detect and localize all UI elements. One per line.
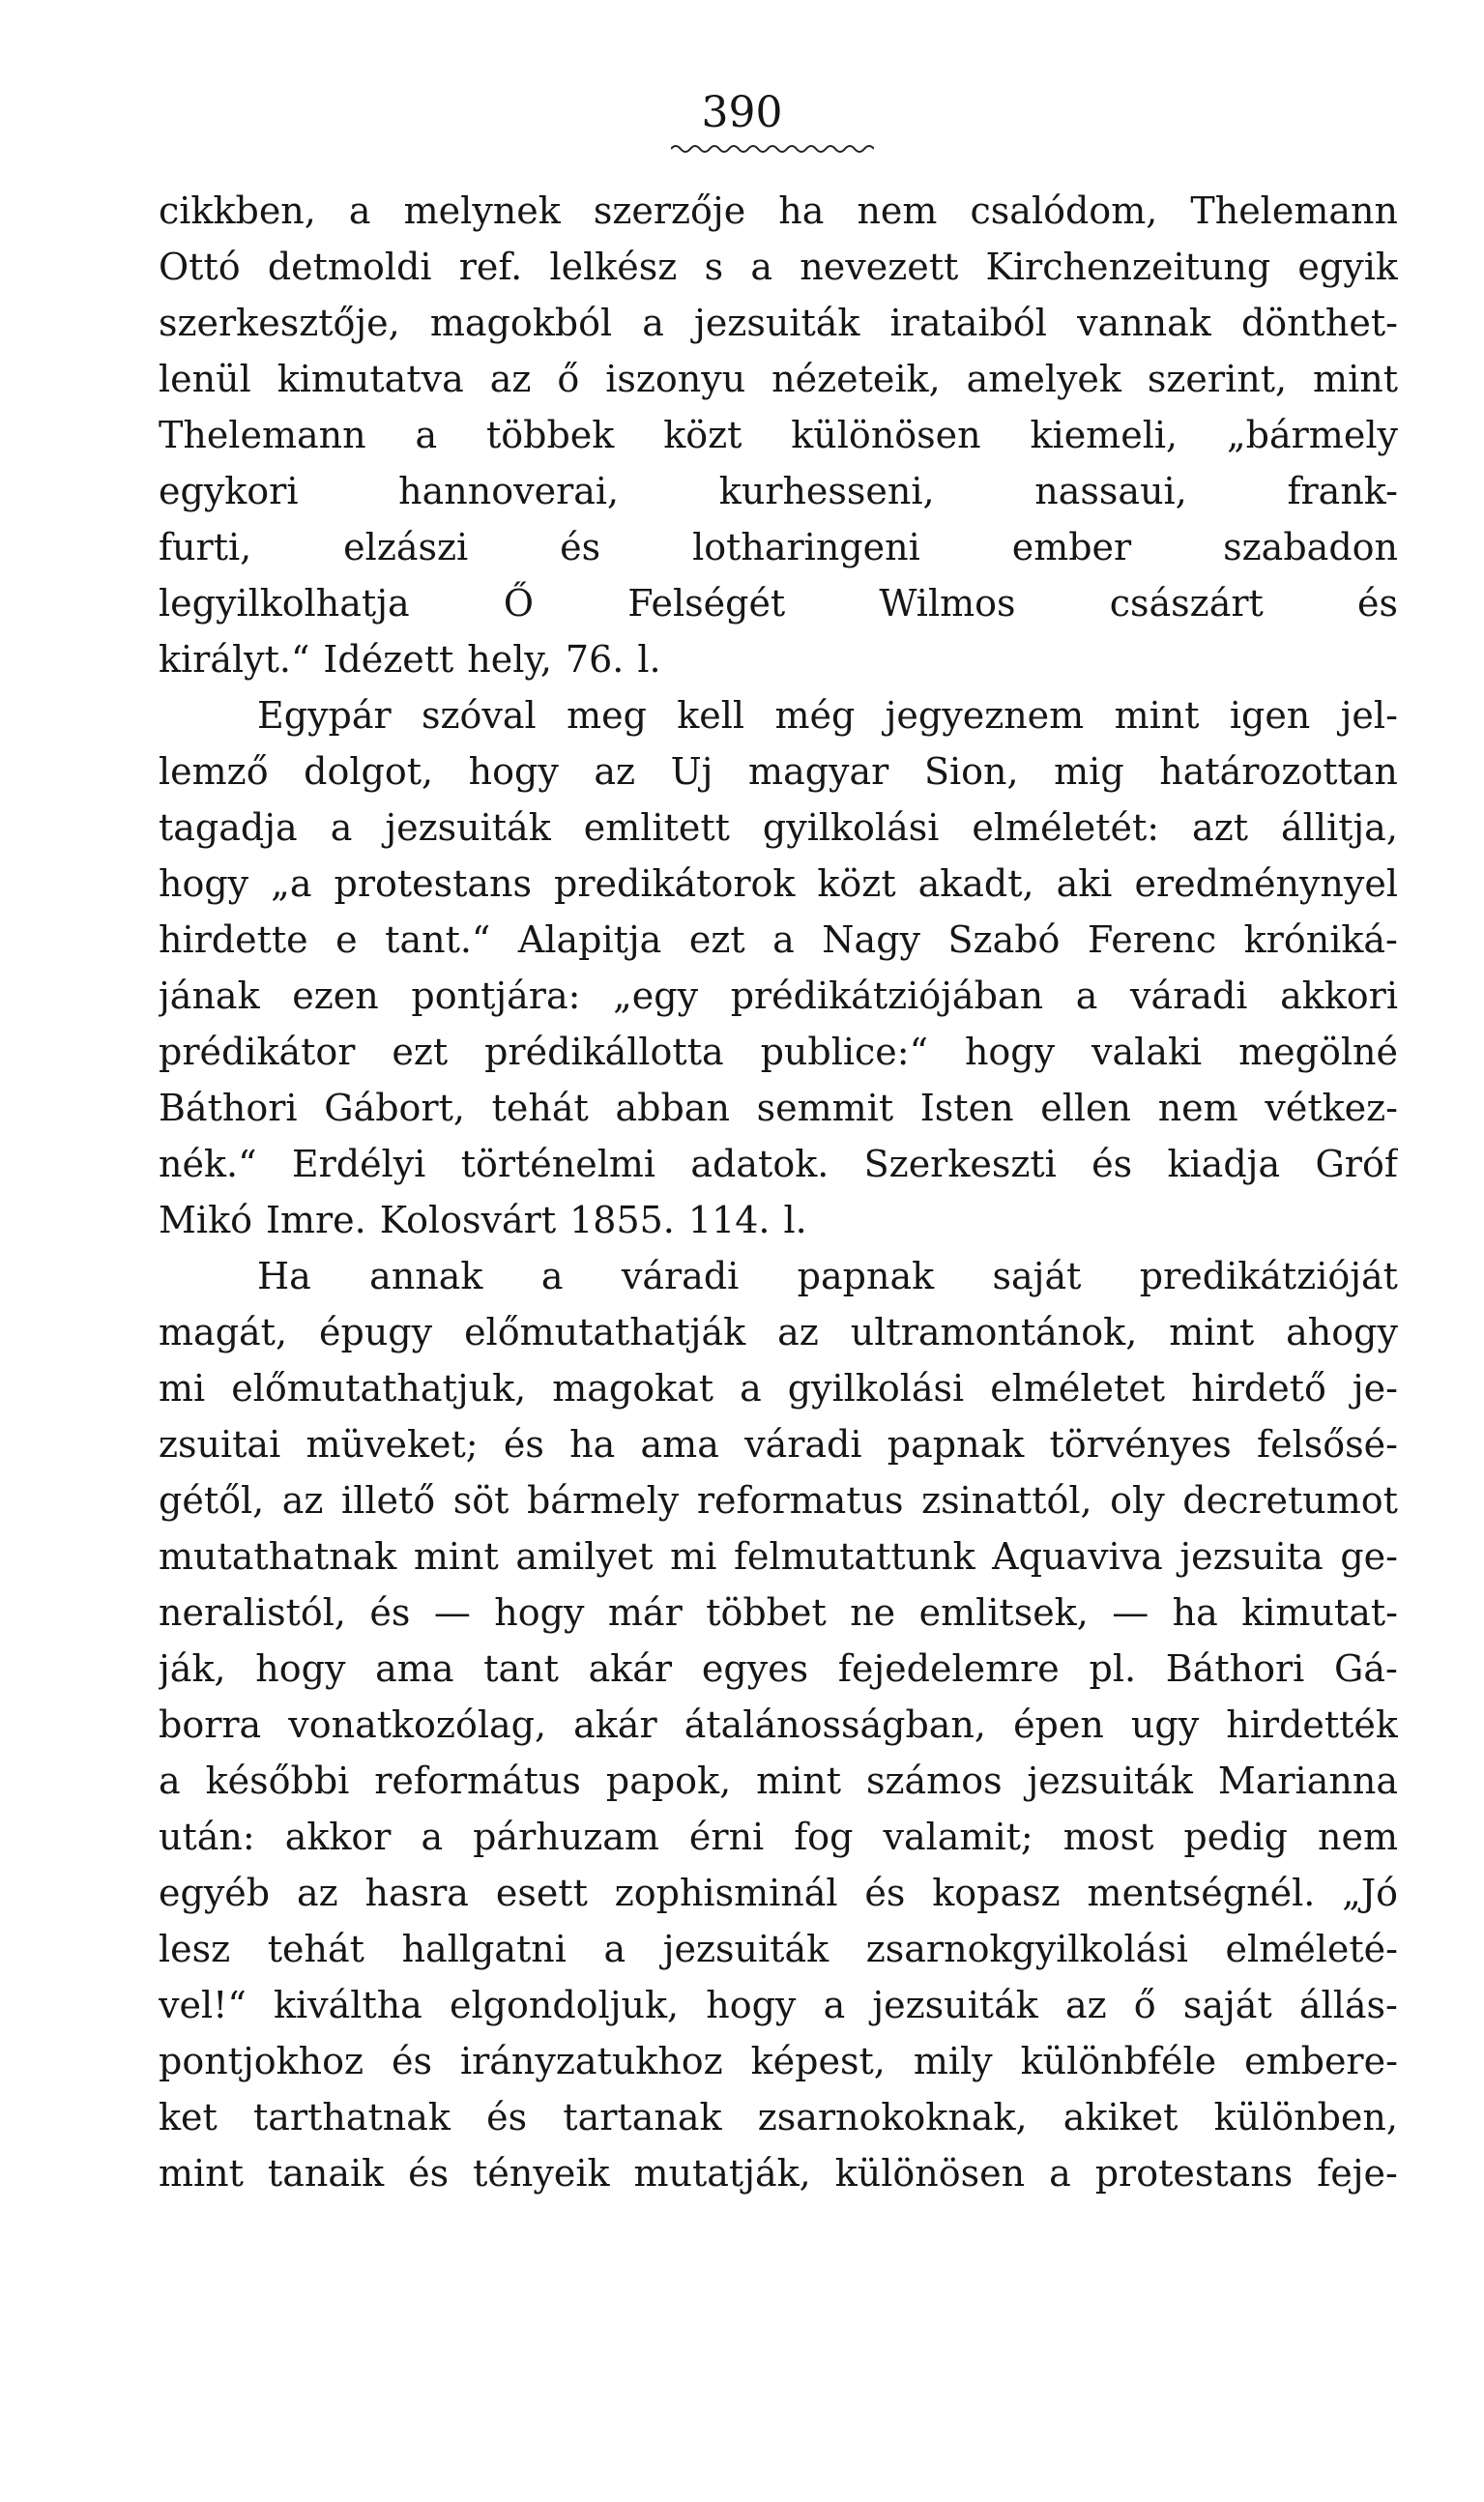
text-line: neralistól, és — hogy már többet ne emlitsek, — ha kimutat- xyxy=(159,1591,1398,1634)
text-line: után: akkor a párhuzam érni fog valamit; most pedig nem xyxy=(159,1816,1398,1858)
text-line: Ottó detmoldi ref. lelkész s a nevezett Kirchenzeitung egyik xyxy=(159,246,1398,288)
text-line: legyilkolhatja Ő Felségét Wilmos császárt és xyxy=(159,582,1398,625)
text-line: királyt.“ Idézett hely, 76. l. xyxy=(159,638,661,681)
text-line: Egypár szóval meg kell még jegyeznem mint igen jel- xyxy=(257,694,1398,737)
text-line: szerkesztője, magokból a jezsuiták irataiból vannak dönthet- xyxy=(159,302,1398,344)
text-line: a későbbi református papok, mint számos jezsuiták Marianna xyxy=(159,1760,1398,1802)
text-line: magát, épugy előmutathatják az ultramontánok, mint ahogy xyxy=(159,1311,1398,1353)
text-line: mi előmutathatjuk, magokat a gyilkolási elméletet hirdető je- xyxy=(159,1367,1398,1410)
text-line: Thelemann a többek közt különösen kiemeli, „bármely xyxy=(159,414,1398,456)
text-line: cikkben, a melynek szerzője ha nem csalódom, Thelemann xyxy=(159,189,1398,232)
text-line: hogy „a protestans predikátorok közt akadt, aki eredménynyel xyxy=(159,862,1398,905)
text-line: ják, hogy ama tant akár egyes fejedelemre pl. Báthori Gá- xyxy=(159,1647,1398,1690)
text-line: lenül kimutatva az ő iszonyu nézeteik, amelyek szerint, mint xyxy=(159,358,1398,400)
text-line: nék.“ Erdélyi történelmi adatok. Szerkeszti és kiadja Gróf xyxy=(159,1143,1398,1185)
text-line: Mikó Imre. Kolosvárt 1855. 114. l. xyxy=(159,1199,807,1241)
text-line: ket tarthatnak és tartanak zsarnokoknak, akiket különben, xyxy=(159,2096,1398,2138)
text-line: lemző dolgot, hogy az Uj magyar Sion, mig határozottan xyxy=(159,750,1398,793)
text-line: egykori hannoverai, kurhesseni, nassaui, frank- xyxy=(159,470,1398,512)
text-line: egyéb az hasra esett zophisminál és kopasz mentségnél. „Jó xyxy=(159,1872,1398,1914)
page-number-ornament xyxy=(671,143,874,155)
text-line: prédikátor ezt prédikállotta publice:“ hogy valaki megölné xyxy=(159,1031,1398,1073)
text-line: borra vonatkozólag, akár átalánosságban, épen ugy hirdették xyxy=(159,1703,1398,1746)
text-line: gétől, az illető söt bármely reformatus zsinattól, oly decretumot xyxy=(159,1479,1398,1522)
text-line: jának ezen pontjára: „egy prédikátziójában a váradi akkori xyxy=(159,975,1398,1017)
text-line: tagadja a jezsuiták emlitett gyilkolási elméletét: azt állitja, xyxy=(159,806,1398,849)
text-line: furti, elzászi és lotharingeni ember szabadon xyxy=(159,526,1398,568)
text-line: mutathatnak mint amilyet mi felmutattunk Aquaviva jezsuita ge- xyxy=(159,1535,1398,1578)
text-line: vel!“ kiváltha elgondoljuk, hogy a jezsuiták az ő saját állás- xyxy=(159,1984,1398,2026)
text-line: Báthori Gábort, tehát abban semmit Isten ellen nem vétkez- xyxy=(159,1087,1398,1129)
text-line: lesz tehát hallgatni a jezsuiták zsarnokgyilkolási elméleté- xyxy=(159,1928,1398,1970)
page-number: 390 xyxy=(701,88,783,137)
text-line: Ha annak a váradi papnak saját predikátzióját xyxy=(257,1255,1398,1297)
text-line: hirdette e tant.“ Alapitja ezt a Nagy Szabó Ferenc króniká- xyxy=(159,918,1398,961)
text-line: mint tanaik és tényeik mutatják, különösen a protestans feje- xyxy=(159,2152,1398,2195)
text-line: zsuitai müveket; és ha ama váradi papnak törvényes felsősé- xyxy=(159,1423,1398,1466)
text-line: pontjokhoz és irányzatukhoz képest, mily különbféle embere- xyxy=(159,2040,1398,2082)
